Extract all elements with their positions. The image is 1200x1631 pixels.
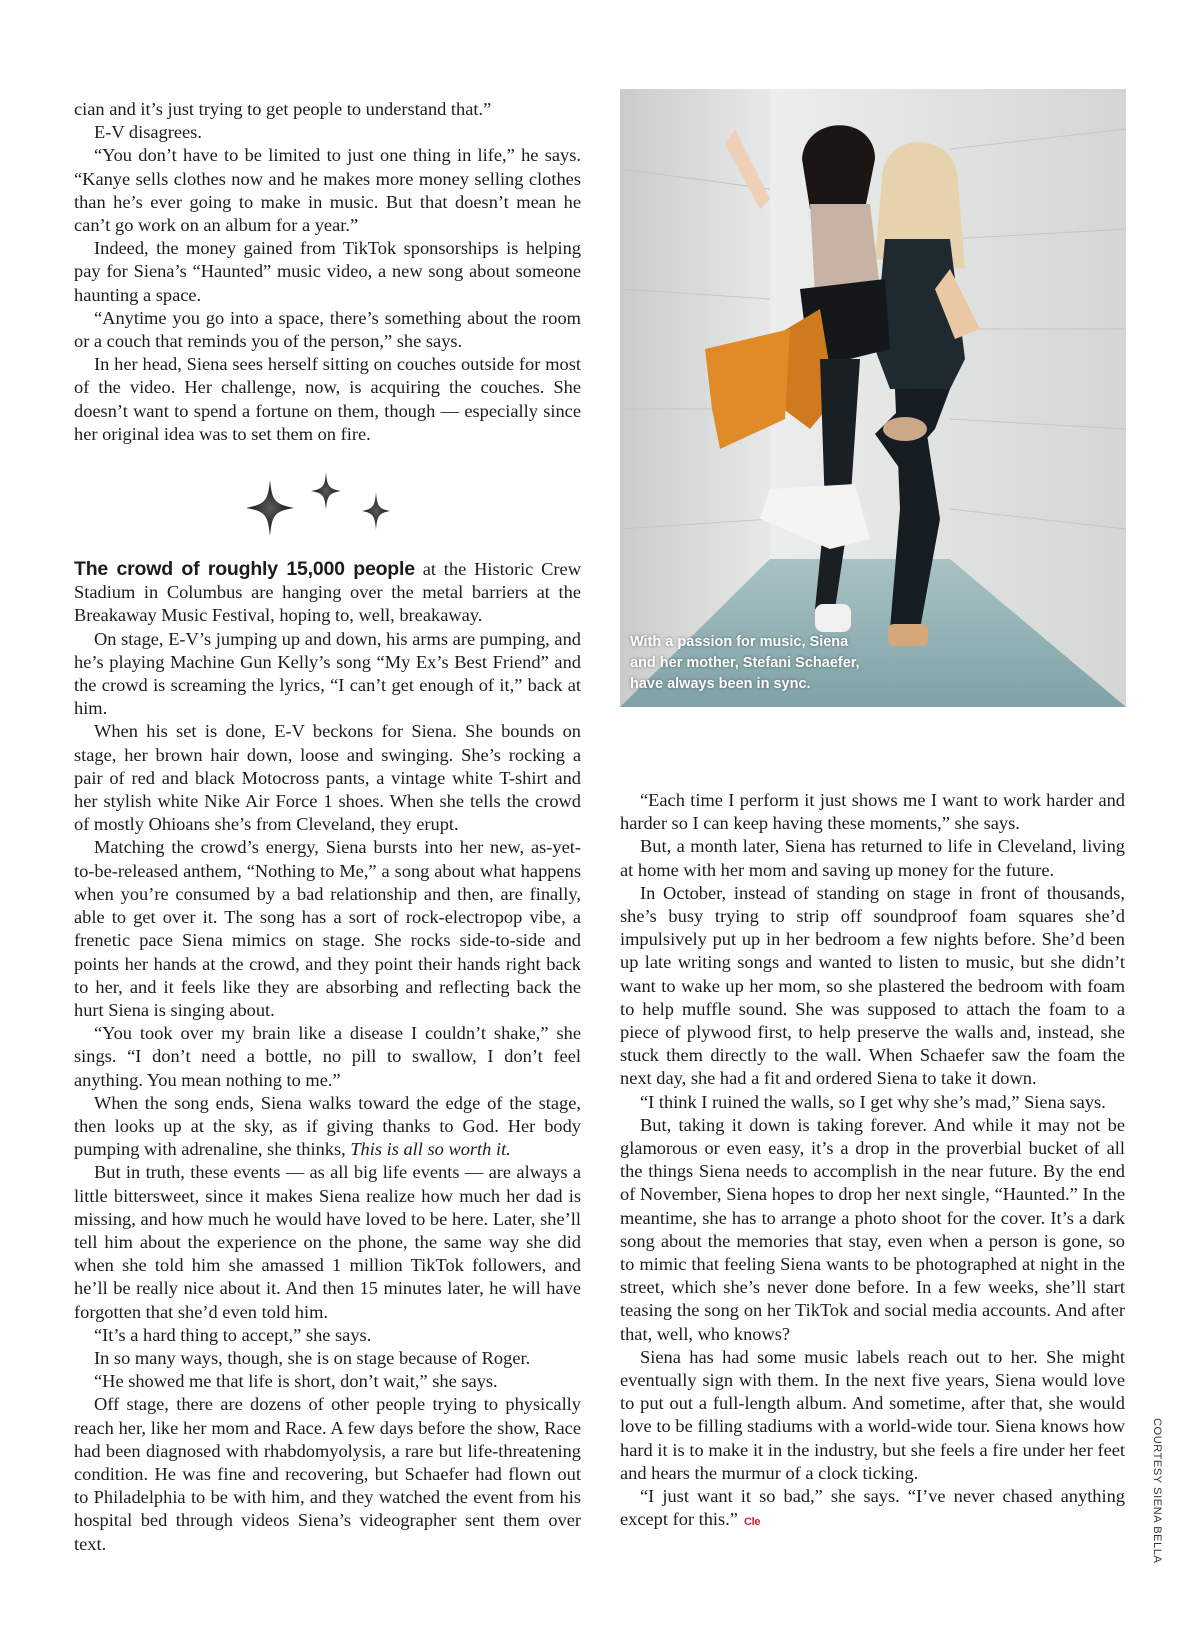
paragraph: “It’s a hard thing to accept,” she says. xyxy=(94,1324,372,1345)
song-end-italic: This is all so worth it. xyxy=(350,1139,511,1160)
paragraph xyxy=(74,1092,581,1162)
photo xyxy=(620,89,1126,707)
photo-illustration xyxy=(620,89,1126,707)
paragraph: In her head, Siena sees herself sitting on couches outside for most of the video. Her challenge, now, is acquiring the couches. She doesn’t want to spend a fortune on them, though — especially since her original idea was to set them on fire. xyxy=(74,354,581,444)
final-paragraph xyxy=(620,1485,1125,1534)
paragraph: “You took over my brain like a disease I couldn’t shake,” she sings. “I don’t need a bottle, no pill to swallow, I don’t feel anything. You mean nothing to me.” xyxy=(74,1023,581,1090)
paragraph: “You don’t have to be limited to just one thing in life,” he says. “Kanye sells clothes now and he makes more money selling clothes than he’s ever going to make in music. But that doesn’t mean he can’t go work on an album for a year.” xyxy=(74,145,581,236)
paragraph: Siena has had some music labels reach out to her. She might eventually sign with them. In the next five years, Siena would love to put out a full-length album. And sometime, after that, she would love to be filling stadiums with a world-wide tour. Siena knows how hard it is to make it in the industry, but she feels a fire under her feet and hears the murmur of a clock ticking. xyxy=(620,1346,1125,1483)
paragraph: “Anytime you go into a space, there’s something about the room or a couch that reminds you of the person,” she says. xyxy=(74,307,581,352)
section-lede: The crowd of roughly 15,000 people xyxy=(74,558,415,581)
paragraph: In October, instead of standing on stage in front of thousands, she’s busy trying to strip off soundproof foam squares she’d impulsively put up in her bedroom a few nights before. She’d been up late writing songs and wanted to listen to music, but she didn’t want to wake up her mom, so she plastered the bedroom with foam to help muffle sound. She was supposed to attach the foam to a piece of plywood first, to help preserve the walls and, instead, she stuck them directly to the wall. When Schaefer saw the foam the next day, she had a fit and ordered Siena to take it down. xyxy=(620,882,1125,1089)
section-opening-paragraph xyxy=(74,558,581,628)
paragraph: But, a month later, Siena has returned to life in Cleveland, living at home with her mom and saving up money for the future. xyxy=(620,836,1125,880)
paragraph: “He showed me that life is short, don’t wait,” she says. xyxy=(94,1371,498,1392)
paragraph: “Each time I perform it just shows me I want to work harder and harder so I can keep having these moments,” she says. xyxy=(620,790,1125,834)
paragraph: When his set is done, E-V beckons for Siena. She bounds on stage, her brown hair down, loose and swinging. She’s rocking a pair of red and black Motocross pants, a vintage white T-shirt and her stylish white Nike Air Force 1 shoes. When she tells the crowd of mostly Ohioans she’s from Cleveland, they erupt. xyxy=(74,721,581,835)
photo-credit: COURTESY SIENA BELLA xyxy=(1151,1418,1163,1564)
end-mark-logo: Cle xyxy=(743,1516,761,1529)
final-quote: “I just want it so bad,” she says. “I’ve never chased anything except for this.” xyxy=(620,1486,1125,1530)
paragraph: Off stage, there are dozens of other people trying to physically reach her, like her mom and Race. A few days before the show, Race had been diagnosed with rhabdomyolysis, a rare but life-threatening condition. He was fine and recovering, but Schaefer had flown out to Philadelphia to be with him, and they watched the event from his hospital bed through videos Siena’s videographer sent them over text. xyxy=(74,1394,581,1554)
left-column xyxy=(74,98,581,1556)
paragraph: Indeed, the money gained from TikTok sponsorships is helping pay for Siena’s “Haunted” music video, a new song about someone haunting a space. xyxy=(74,238,581,305)
right-column xyxy=(620,789,1125,1535)
song-end-text: When the song ends, Siena walks toward the edge of the stage, then looks up at the sky, as if giving thanks to God. Her body pumping with adrenaline, she thinks, xyxy=(74,1092,581,1160)
photo-caption: With a passion for music, Siena and her mother, Stefani Schaefer, have always been in sync. xyxy=(630,634,860,692)
paragraph: In so many ways, though, she is on stage because of Roger. xyxy=(94,1347,531,1368)
section-lede-rest: at the Historic Crew Stadium in Columbus are hanging over the metal barriers at the Breakaway Music Festival, hoping to, well, breakaway. xyxy=(74,559,581,626)
paragraph: E-V disagrees. xyxy=(94,122,202,143)
paragraph: Matching the crowd’s energy, Siena bursts into her new, as-yet-to-be-released anthem, “Nothing to Me,” a song about what happens when you’re consumed by a bad relationship and then, are finally, able to get over it. The song has a sort of rock-electropop vibe, a frenetic pace Siena mimics on stage. She rocks side-to-side and points her hands at the crowd, and they point their hands right back to her, and it feels like they are absorbing and reflecting back the hurt Siena is singing about. xyxy=(74,837,581,1020)
sparkles-divider-icon xyxy=(238,470,408,540)
paragraph: But, taking it down is taking forever. And while it may not be glamorous or even easy, it’s a drop in the proverbial bucket of all the things Siena needs to accomplish in the near future. By the end of November, Siena hopes to drop her next single, “Haunted.” In the meantime, she has to arrange a photo shoot for the cover. It’s a dark song about the memories that stay, even when a person is gone, so to mimic that feeling Siena wants to be photographed at night in the street, which she’s never done before. In a few weeks, she’ll start teasing the song on her TikTok and social media accounts. And after that, well, who knows? xyxy=(620,1114,1125,1344)
paragraph: “I think I ruined the walls, so I get why she’s mad,” Siena says. xyxy=(640,1091,1106,1112)
paragraph: But in truth, these events — as all big life events — are always a little bittersweet, since it makes Siena realize how much her dad is missing, and how much he would have loved to be here. Later, she’ll tell him about the experience on the phone, the same way she did when she told him she amassed 1 million TikTok followers, and he’ll be really nice about it. And then 15 minutes later, he will have forgotten that she’d even told him. xyxy=(74,1162,581,1322)
paragraph: On stage, E-V’s jumping up and down, his arms are pumping, and he’s playing Machine Gun Kelly’s song “My Ex’s Best Friend” and the crowd is screaming the lyrics, “I can’t get enough of it,” back at him. xyxy=(74,628,581,719)
paragraph: cian and it’s just trying to get people to understand that.” xyxy=(74,99,492,119)
